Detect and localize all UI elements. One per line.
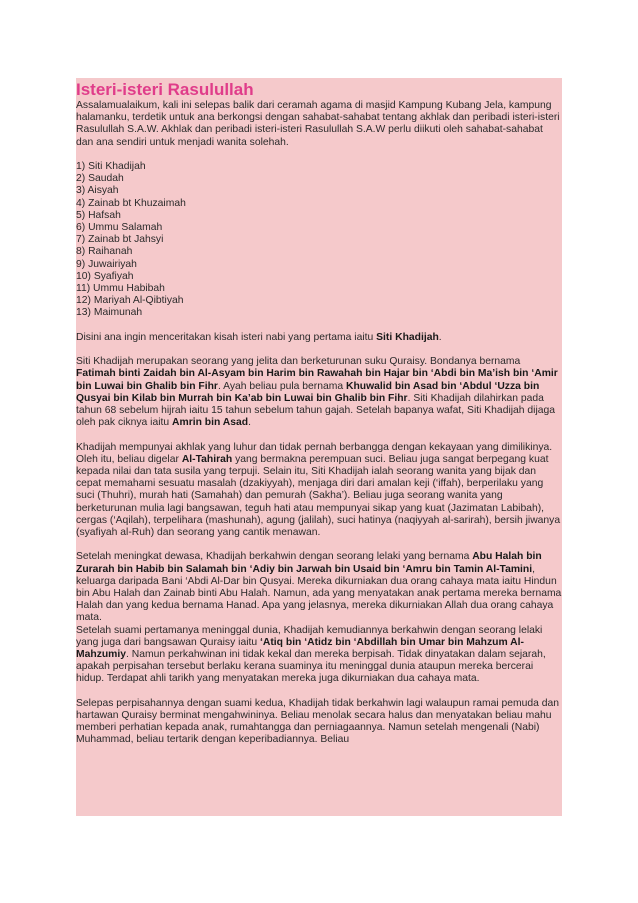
document-page <box>76 78 562 816</box>
paragraph-gap <box>76 686 562 698</box>
document-title: Isteri-isteri Rasulullah <box>76 80 254 99</box>
text-run: Siti Khadijah merupakan seorang yang jelita dan berketurunan suku Quraisy. Bondanya bernama <box>76 356 521 368</box>
paragraph-gap <box>76 320 562 332</box>
paragraph-first-wife-intro <box>76 332 562 344</box>
list-item: 10) Syafiyah <box>76 270 134 282</box>
bold-text: Fatimah binti Zaidah bin Al-Asyam bin Harim bin Rawahah bin Hajar bin ‘Abdi bin Ma’ish bin ‘Amir bin Luwai bin Ghalib bin Fihr <box>76 368 558 392</box>
text-run: . Siti Khadijah dilahirkan pada tahun 68 sebelum hijrah iaitu 15 tahun sebelum tahun gajah. Setelah bapanya wafat, Siti Khadijah dijaga oleh pak ciknya iaitu <box>76 392 556 429</box>
paragraph-after-separation: Selepas perpisahannya dengan suami kedua, Khadijah tidak berkahwin lagi walaupun ramai pemuda dan hartawan Quraisy berminat mengahwininya. Beliau menolak secara halus dan menyatakan beliau mahu memberi perhatian kepada anak, rumahtangga dan perniagaannya. Namun setelah mengenali (Nabi) Muhammad, beliau tertarik dengan keperibadiannya. Beliau <box>76 697 560 746</box>
text-run: . <box>438 331 442 343</box>
list-item: 4) Zainab bt Khuzaimah <box>76 197 186 209</box>
list-item: 9) Juwairiyah <box>76 258 137 270</box>
paragraph-lineage <box>76 356 562 429</box>
paragraph-second-marriage <box>76 625 562 686</box>
text-run: yang bermakna perempuan suci. Beliau juga sangat berpegang kuat kepada nilai dan tata susila yang terpuji. Selain itu, Siti Khadijah ialah seorang wanita yang bijak dan cepat memahami sesuatu masalah (dzakiyyah), menjaga diri dari amalan keji (‘iffah), berperilaku yang suci (Thuhri), murah hati (Samahah) dan pemurah (Sakha’). Beliau juga seorang wanita yang berketurunan mulia lagi bangsawan, teguh hati atau mempunyai sikap yang kuat (Jazimatan Labibah), cergas (‘Aqilah), terpelihara (mashunah), agung (jalilah), suci hatinya (naqiyyah al-sarirah), bersih jiwanya (syafiyah al-Ruh) dan seorang yang cantik menawan. <box>76 453 561 539</box>
bold-text: Abu Halah bin Zurarah bin Habib bin Salamah bin ‘Adiy bin Jarwah bin Usaid bin ‘Amru bin Tamin Al-Tamini <box>76 551 542 575</box>
text-run: Setelah meningkat dewasa, Khadijah berkahwin dengan seorang lelaki yang bernama <box>76 551 473 563</box>
bold-text: Siti Khadijah <box>376 331 439 343</box>
list-item: 2) Saudah <box>76 173 124 185</box>
paragraph-gap <box>76 149 562 161</box>
paragraph-gap <box>76 539 562 551</box>
wives-list <box>76 161 562 320</box>
text-run: , keluarga daripada Bani ‘Abdi Al-Dar bin Qusyai. Mereka dikurniakan dua orang cahaya mata iaitu Hindun bin Abu Halah dan Zainab binti Abu Halah. Namun, ada yang menyatakan anak pertama mereka bernama Halah dan yang kedua bernama Hanad. Apa yang jelasnya, mereka dikurniakan Allah dua orang cahaya mata. <box>76 563 562 624</box>
paragraph-gap <box>76 429 562 441</box>
text-run: . Ayah beliau pula bernama <box>217 380 346 392</box>
text-run: . Namun perkahwinan ini tidak kekal dan mereka berpisah. Tidak dinyatakan dalam sejarah, apakah perpisahan tersebut berlaku kerana suaminya itu meninggal dunia ataupun mereka bercerai hidup. Terdapat ahli tarikh yang menyatakan mereka juga dikurniakan dua cahaya mata. <box>76 649 546 685</box>
paragraph-character <box>76 442 562 540</box>
text-run: . <box>248 417 251 429</box>
list-item: 8) Raihanah <box>76 246 133 258</box>
list-item: 3) Aisyah <box>76 185 119 197</box>
intro-paragraph: Assalamualaikum, kali ini selepas balik dari ceramah agama di masjid Kampung Kubang Jela, kampung halamanku, terdetik untuk ana berkongsi dengan sahabat-sahabat tentang akhlak dan peribadi isteri-isteri Rasulullah S.A.W. Akhlak dan peribadi isteri-isteri Rasulullah S.A.W perlu diikuti oleh sahabat-sahabat dan ana sendiri untuk menjadi wanita solehah. <box>76 100 560 148</box>
list-item: 13) Maimunah <box>76 307 143 319</box>
list-item: 11) Ummu Habibah <box>76 283 165 295</box>
bold-text: Khuwalid bin Asad bin ‘Abdul ‘Uzza bin Qusyai bin Kilab bin Murrah bin Ka’ab bin Luwai bin Ghalib bin Fihr <box>76 380 540 404</box>
bold-text: Al-Tahirah <box>181 453 233 465</box>
text-run: Disini ana ingin menceritakan kisah isteri nabi yang pertama iaitu <box>76 331 377 343</box>
paragraph-marriages <box>76 551 562 624</box>
list-item: 5) Hafsah <box>76 209 121 221</box>
text-run: Setelah suami pertamanya meninggal dunia, Khadijah kemudiannya berkahwin dengan seorang lelaki yang juga dari bangsawan Quraisy iaitu <box>76 624 543 648</box>
list-item: 12) Mariyah Al-Qibtiyah <box>76 295 184 307</box>
list-item: 1) Siti Khadijah <box>76 161 146 172</box>
text-run: Khadijah mempunyai akhlak yang luhur dan tidak pernah berbangga dengan kekayaan yang dimilikinya. Oleh itu, beliau digelar <box>76 441 553 465</box>
bold-text: ‘Atiq bin ‘Atidz bin ‘Abdillah bin Umar bin Mahzum Al-Mahzumiy <box>76 636 524 661</box>
list-item: 7) Zainab bt Jahsyi <box>76 234 164 246</box>
paragraph-gap <box>76 344 562 356</box>
list-item: 6) Ummu Salamah <box>76 222 163 234</box>
bold-text: Amrin bin Asad <box>172 417 249 429</box>
